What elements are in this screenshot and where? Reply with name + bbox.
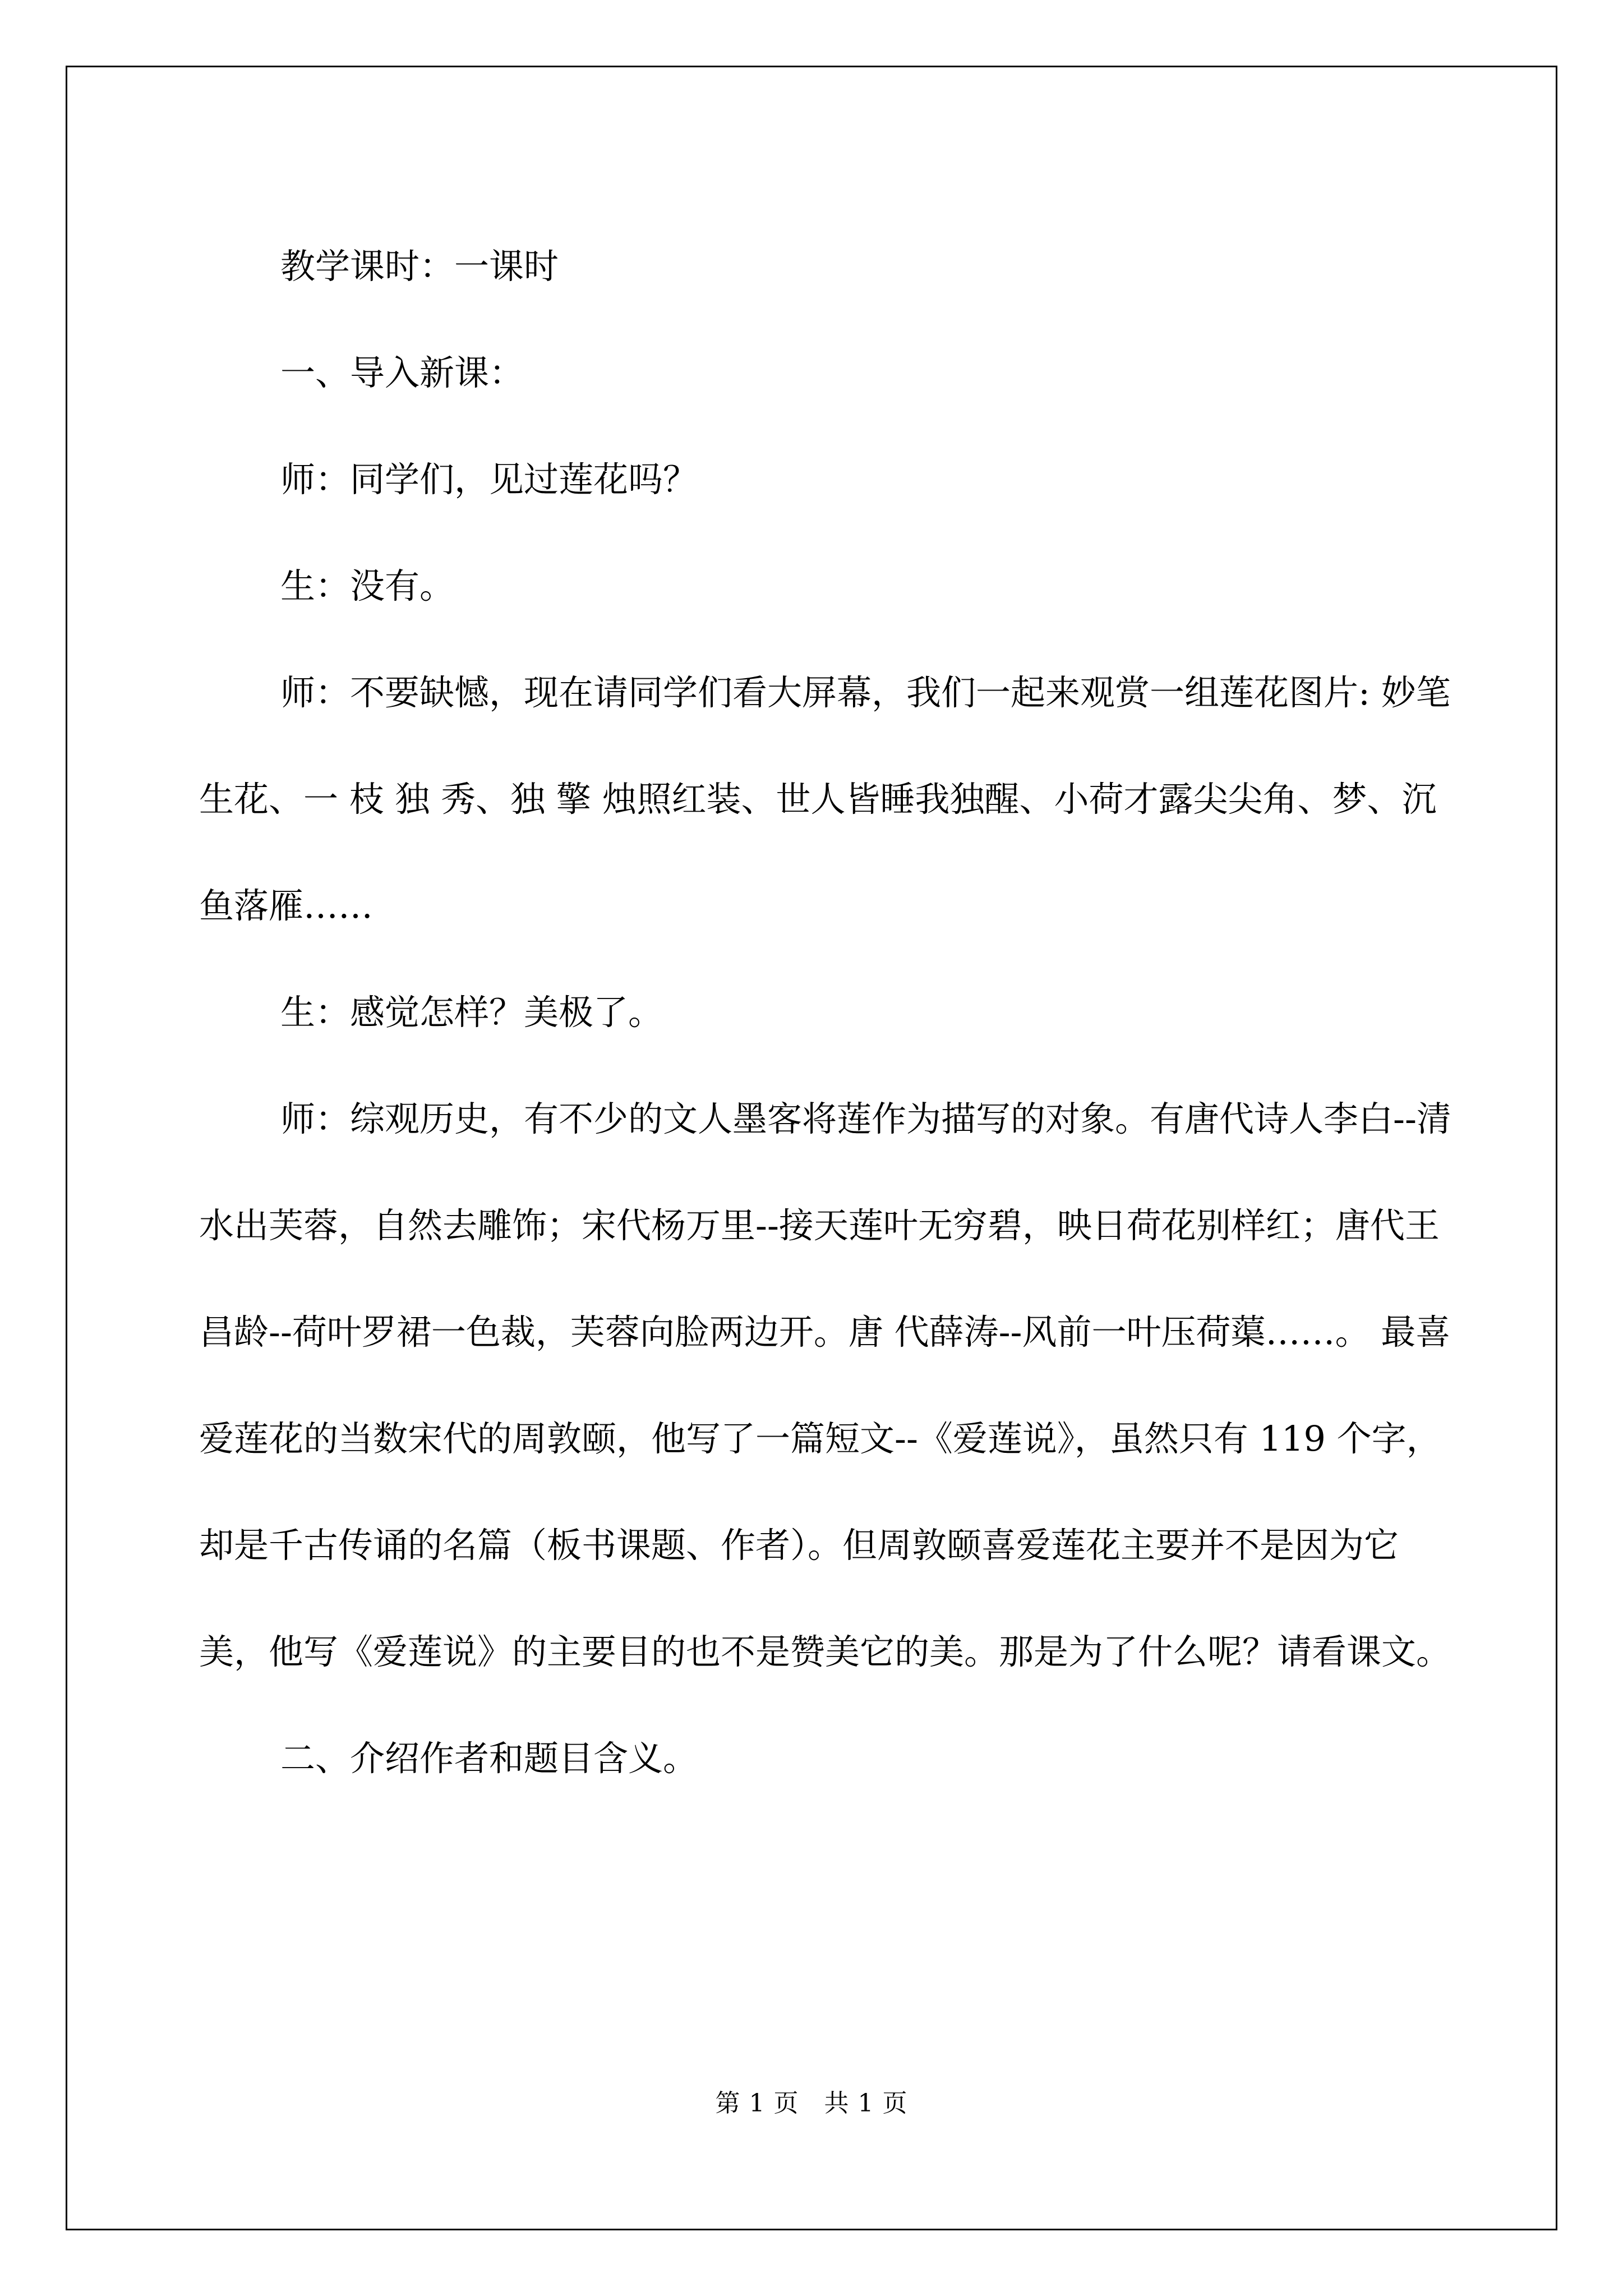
paragraph: 师：不要缺憾，现在请同学们看大屏幕，我们一起来观赏一组莲花图片: 妙笔生花、一 枝 独 秀、独 擎 烛照红装、世人皆睡我独醒、小荷才露尖尖角、梦、沉鱼落雁…… bbox=[199, 672, 1451, 926]
paragraph: 师：同学们，见过莲花吗？ bbox=[280, 459, 698, 500]
document-body bbox=[199, 213, 1461, 1812]
section-heading: 二、介绍作者和题目含义。 bbox=[280, 1738, 698, 1779]
section-heading: 一、导入新课： bbox=[280, 352, 524, 393]
paragraph: 师：综观历史，有不少的文人墨客将莲作为描写的对象。有唐代诗人李白--清水出芙蓉，自然去雕饰；宋代杨万里--接天莲叶无穷碧，映日荷花别样红；唐代王昌龄--荷叶罗裙一色裁，芙蓉向脸两边开。唐 代薛涛--风前一叶压荷蕖……。 最喜爱莲花的当数宋代的周敦颐，他写了一篇短文--《爱莲说》，虽然只有 119 个字，却是千古传诵的名篇（板书课题、作者）。但周敦颐喜爱莲花主要并不是因为它美，他写《爱莲说》的主要目的也不是赞美它的美。那是为了什么呢？请看课文。 bbox=[199, 1098, 1451, 1672]
page-number-footer: 第 1 页 共 1 页 bbox=[715, 2089, 908, 2118]
paragraph: 教学课时：一课时 bbox=[280, 246, 559, 287]
paragraph: 生：感觉怎样？美极了。 bbox=[280, 992, 663, 1033]
paragraph: 生：没有。 bbox=[280, 565, 455, 606]
